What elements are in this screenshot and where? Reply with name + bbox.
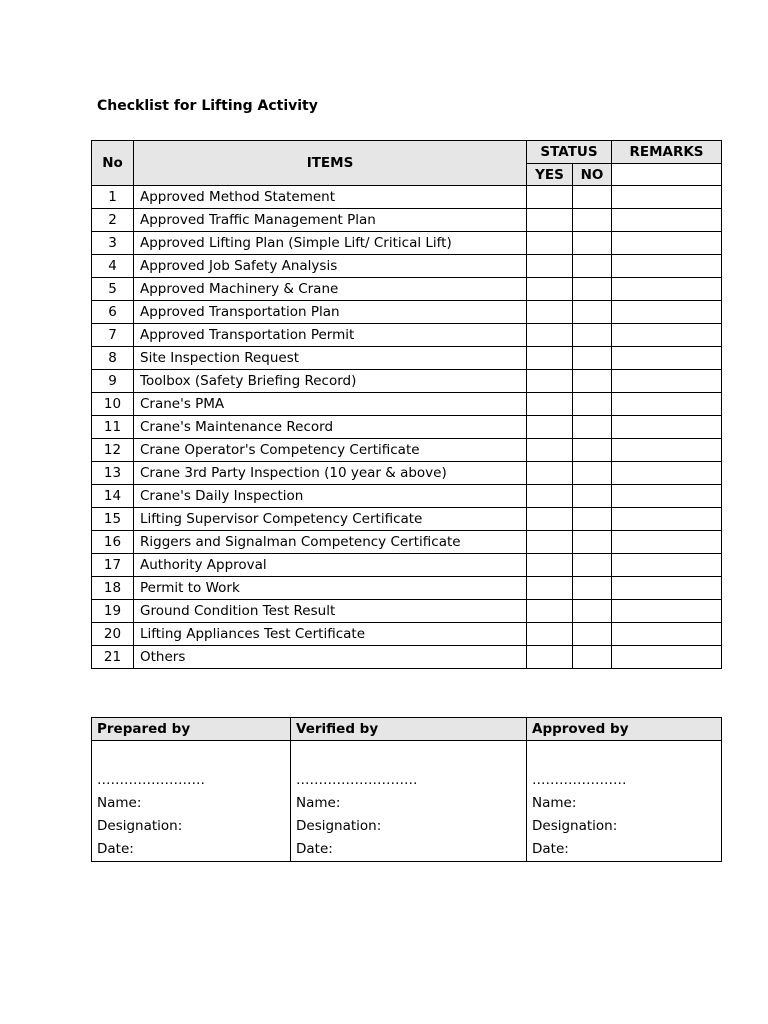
table-row xyxy=(92,324,722,347)
row-item: Site Inspection Request xyxy=(134,347,527,370)
no-checkbox-cell[interactable] xyxy=(573,531,612,554)
row-number: 3 xyxy=(92,232,134,255)
row-item: Ground Condition Test Result xyxy=(134,600,527,623)
no-checkbox-cell[interactable] xyxy=(573,232,612,255)
name-label: Name: xyxy=(296,795,341,811)
row-item: Approved Machinery & Crane xyxy=(134,278,527,301)
row-number: 14 xyxy=(92,485,134,508)
row-number: 20 xyxy=(92,623,134,646)
row-number: 2 xyxy=(92,209,134,232)
row-item: Approved Transportation Permit xyxy=(134,324,527,347)
remarks-cell[interactable] xyxy=(612,347,722,370)
row-item: Approved Method Statement xyxy=(134,186,527,209)
table-row xyxy=(92,646,722,669)
name-label: Name: xyxy=(532,795,577,811)
checklist-body xyxy=(92,186,722,669)
header-no-status: NO xyxy=(573,164,612,186)
row-number: 5 xyxy=(92,278,134,301)
row-item: Lifting Supervisor Competency Certificate xyxy=(134,508,527,531)
row-item: Riggers and Signalman Competency Certificate xyxy=(134,531,527,554)
no-checkbox-cell[interactable] xyxy=(573,577,612,600)
date-label: Date: xyxy=(296,841,333,857)
yes-checkbox-cell[interactable] xyxy=(527,554,573,577)
row-item: Permit to Work xyxy=(134,577,527,600)
row-number: 6 xyxy=(92,301,134,324)
row-number: 18 xyxy=(92,577,134,600)
remarks-cell[interactable] xyxy=(612,232,722,255)
no-checkbox-cell[interactable] xyxy=(573,416,612,439)
header-status: STATUS xyxy=(527,141,612,164)
remarks-cell[interactable] xyxy=(612,485,722,508)
signoff-table xyxy=(91,717,722,862)
no-checkbox-cell[interactable] xyxy=(573,324,612,347)
table-row xyxy=(92,416,722,439)
table-row xyxy=(92,531,722,554)
signoff-header-prepared: Prepared by xyxy=(92,718,291,741)
yes-checkbox-cell[interactable] xyxy=(527,186,573,209)
yes-checkbox-cell[interactable] xyxy=(527,646,573,669)
row-number: 4 xyxy=(92,255,134,278)
row-item: Approved Traffic Management Plan xyxy=(134,209,527,232)
header-items: ITEMS xyxy=(134,141,527,186)
date-label: Date: xyxy=(532,841,569,857)
signoff-cell-verified[interactable] xyxy=(291,741,527,862)
row-item: Crane's Daily Inspection xyxy=(134,485,527,508)
table-row xyxy=(92,600,722,623)
no-checkbox-cell[interactable] xyxy=(573,554,612,577)
table-row xyxy=(92,577,722,600)
no-checkbox-cell[interactable] xyxy=(573,439,612,462)
yes-checkbox-cell[interactable] xyxy=(527,324,573,347)
no-checkbox-cell[interactable] xyxy=(573,370,612,393)
remarks-cell[interactable] xyxy=(612,600,722,623)
yes-checkbox-cell[interactable] xyxy=(527,623,573,646)
header-remarks-blank xyxy=(612,164,722,186)
signoff-header-verified: Verified by xyxy=(291,718,527,741)
row-number: 19 xyxy=(92,600,134,623)
remarks-cell[interactable] xyxy=(612,462,722,485)
designation-label: Designation: xyxy=(296,818,382,834)
header-yes: YES xyxy=(527,164,573,186)
remarks-cell[interactable] xyxy=(612,278,722,301)
table-row xyxy=(92,232,722,255)
table-row xyxy=(92,301,722,324)
remarks-cell[interactable] xyxy=(612,255,722,278)
row-number: 10 xyxy=(92,393,134,416)
remarks-cell[interactable] xyxy=(612,370,722,393)
row-item: Approved Job Safety Analysis xyxy=(134,255,527,278)
yes-checkbox-cell[interactable] xyxy=(527,393,573,416)
remarks-cell[interactable] xyxy=(612,324,722,347)
row-item: Toolbox (Safety Briefing Record) xyxy=(134,370,527,393)
row-number: 12 xyxy=(92,439,134,462)
no-checkbox-cell[interactable] xyxy=(573,485,612,508)
table-row xyxy=(92,186,722,209)
yes-checkbox-cell[interactable] xyxy=(527,508,573,531)
table-row xyxy=(92,508,722,531)
no-checkbox-cell[interactable] xyxy=(573,186,612,209)
checklist-table xyxy=(91,140,722,669)
row-item: Approved Transportation Plan xyxy=(134,301,527,324)
yes-checkbox-cell[interactable] xyxy=(527,209,573,232)
row-number: 11 xyxy=(92,416,134,439)
no-checkbox-cell[interactable] xyxy=(573,393,612,416)
name-label: Name: xyxy=(97,795,142,811)
yes-checkbox-cell[interactable] xyxy=(527,531,573,554)
table-row xyxy=(92,209,722,232)
remarks-cell[interactable] xyxy=(612,577,722,600)
no-checkbox-cell[interactable] xyxy=(573,255,612,278)
row-item: Approved Lifting Plan (Simple Lift/ Critical Lift) xyxy=(134,232,527,255)
yes-checkbox-cell[interactable] xyxy=(527,232,573,255)
table-row xyxy=(92,439,722,462)
signoff-cell-prepared[interactable] xyxy=(92,741,291,862)
yes-checkbox-cell[interactable] xyxy=(527,347,573,370)
yes-checkbox-cell[interactable] xyxy=(527,485,573,508)
no-checkbox-cell[interactable] xyxy=(573,646,612,669)
row-number: 1 xyxy=(92,186,134,209)
signoff-cell-approved[interactable] xyxy=(527,741,722,862)
table-row xyxy=(92,347,722,370)
row-number: 7 xyxy=(92,324,134,347)
row-number: 16 xyxy=(92,531,134,554)
remarks-cell[interactable] xyxy=(612,439,722,462)
no-checkbox-cell[interactable] xyxy=(573,508,612,531)
header-no: No xyxy=(92,141,134,186)
remarks-cell[interactable] xyxy=(612,416,722,439)
header-remarks: REMARKS xyxy=(612,141,722,164)
remarks-cell[interactable] xyxy=(612,646,722,669)
page-title: Checklist for Lifting Activity xyxy=(97,98,318,114)
yes-checkbox-cell[interactable] xyxy=(527,416,573,439)
table-row xyxy=(92,623,722,646)
no-checkbox-cell[interactable] xyxy=(573,600,612,623)
row-item: Crane's Maintenance Record xyxy=(134,416,527,439)
yes-checkbox-cell[interactable] xyxy=(527,462,573,485)
designation-label: Designation: xyxy=(532,818,618,834)
yes-checkbox-cell[interactable] xyxy=(527,278,573,301)
row-number: 15 xyxy=(92,508,134,531)
table-row xyxy=(92,393,722,416)
remarks-cell[interactable] xyxy=(612,554,722,577)
row-item: Crane's PMA xyxy=(134,393,527,416)
remarks-cell[interactable] xyxy=(612,301,722,324)
yes-checkbox-cell[interactable] xyxy=(527,255,573,278)
table-row xyxy=(92,370,722,393)
row-number: 17 xyxy=(92,554,134,577)
yes-checkbox-cell[interactable] xyxy=(527,577,573,600)
row-number: 21 xyxy=(92,646,134,669)
remarks-cell[interactable] xyxy=(612,393,722,416)
designation-label: Designation: xyxy=(97,818,183,834)
remarks-cell[interactable] xyxy=(612,209,722,232)
signature-line: ……………………… xyxy=(296,772,418,788)
date-label: Date: xyxy=(97,841,134,857)
table-row xyxy=(92,462,722,485)
no-checkbox-cell[interactable] xyxy=(573,462,612,485)
remarks-cell[interactable] xyxy=(612,623,722,646)
table-row xyxy=(92,554,722,577)
row-number: 9 xyxy=(92,370,134,393)
no-checkbox-cell[interactable] xyxy=(573,623,612,646)
no-checkbox-cell[interactable] xyxy=(573,209,612,232)
row-item: Lifting Appliances Test Certificate xyxy=(134,623,527,646)
row-item: Crane Operator's Competency Certificate xyxy=(134,439,527,462)
row-item: Crane 3rd Party Inspection (10 year & above) xyxy=(134,462,527,485)
table-row xyxy=(92,278,722,301)
yes-checkbox-cell[interactable] xyxy=(527,439,573,462)
yes-checkbox-cell[interactable] xyxy=(527,600,573,623)
signoff-header-approved: Approved by xyxy=(527,718,722,741)
signature-line: …………………… xyxy=(97,772,205,788)
yes-checkbox-cell[interactable] xyxy=(527,301,573,324)
row-item: Others xyxy=(134,646,527,669)
table-row xyxy=(92,255,722,278)
no-checkbox-cell[interactable] xyxy=(573,278,612,301)
table-row xyxy=(92,485,722,508)
remarks-cell[interactable] xyxy=(612,531,722,554)
row-number: 8 xyxy=(92,347,134,370)
row-number: 13 xyxy=(92,462,134,485)
yes-checkbox-cell[interactable] xyxy=(527,370,573,393)
no-checkbox-cell[interactable] xyxy=(573,301,612,324)
signature-line: ………………… xyxy=(532,772,627,788)
remarks-cell[interactable] xyxy=(612,508,722,531)
remarks-cell[interactable] xyxy=(612,186,722,209)
row-item: Authority Approval xyxy=(134,554,527,577)
no-checkbox-cell[interactable] xyxy=(573,347,612,370)
